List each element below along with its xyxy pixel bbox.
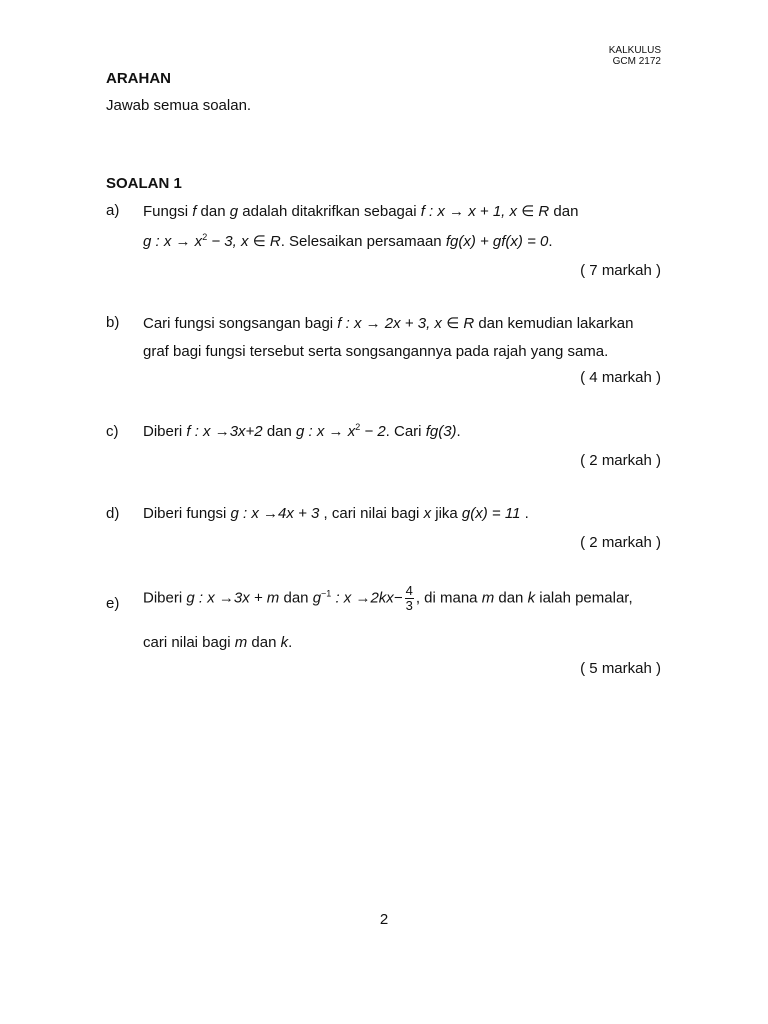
question-e-line2: cari nilai bagi m dan k. (143, 634, 293, 651)
course-name: KALKULUS (608, 45, 661, 56)
question-e-line1: Diberi g : x →3x + m dan $g^{-1}$ : x →2kx− $\frac{4}{3}$ , di mana m dan k ialah pemalar, (143, 583, 633, 613)
question-c-marks: ( 2 markah ) (580, 452, 661, 469)
question-a-equation: fg(x) + gf(x) = 0 (445, 233, 549, 250)
question-b-marks: ( 4 markah ) (580, 369, 661, 386)
instructions-text: Jawab semua soalan. (106, 97, 252, 114)
document-header (609, 45, 661, 67)
fraction-four-thirds: $\frac{4}{3}$ (405, 583, 413, 613)
question-c-line1: Diberi f : x →3x+2 dan g : $x \to x^2 - 2$. Cari fg(3). (143, 422, 461, 440)
question-a-marks: ( 7 markah ) (580, 262, 661, 279)
question-a-line1: Fungsi f dan g adalah ditakrifkan sebagai f : x → x + 1, x ∈ R dan (143, 203, 579, 220)
question-c-label: c) (106, 423, 119, 440)
question-a-function-f: f : x → x + 1, x ∈ R (420, 203, 550, 220)
section-title: SOALAN 1 (106, 175, 182, 192)
question-b-line2: graf bagi fungsi tersebut serta songsangannya pada rajah yang sama. (143, 343, 609, 360)
question-e-label: e) (106, 595, 120, 612)
question-d-label: d) (106, 505, 120, 522)
page-number: 2 (379, 911, 389, 928)
question-d-marks: ( 2 markah ) (580, 534, 661, 551)
question-a-line2: g : $x \to x^2 - 3$, x ∈ R. Selesaikan persamaan fg(x) + gf(x) = 0. (143, 232, 553, 250)
course-code: GCM 2172 (612, 56, 661, 67)
question-b-label: b) (106, 314, 120, 331)
question-b-line1: Cari fungsi songsangan bagi f : x → 2x + 3, x ∈ R dan kemudian lakarkan (143, 315, 634, 332)
question-a-label: a) (106, 202, 120, 219)
instructions-title: ARAHAN (106, 70, 171, 87)
question-e-marks: ( 5 markah ) (580, 660, 661, 677)
question-d-line1: Diberi fungsi g : x →4x + 3 , cari nilai bagi x jika g(x) = 11 . (143, 505, 529, 522)
